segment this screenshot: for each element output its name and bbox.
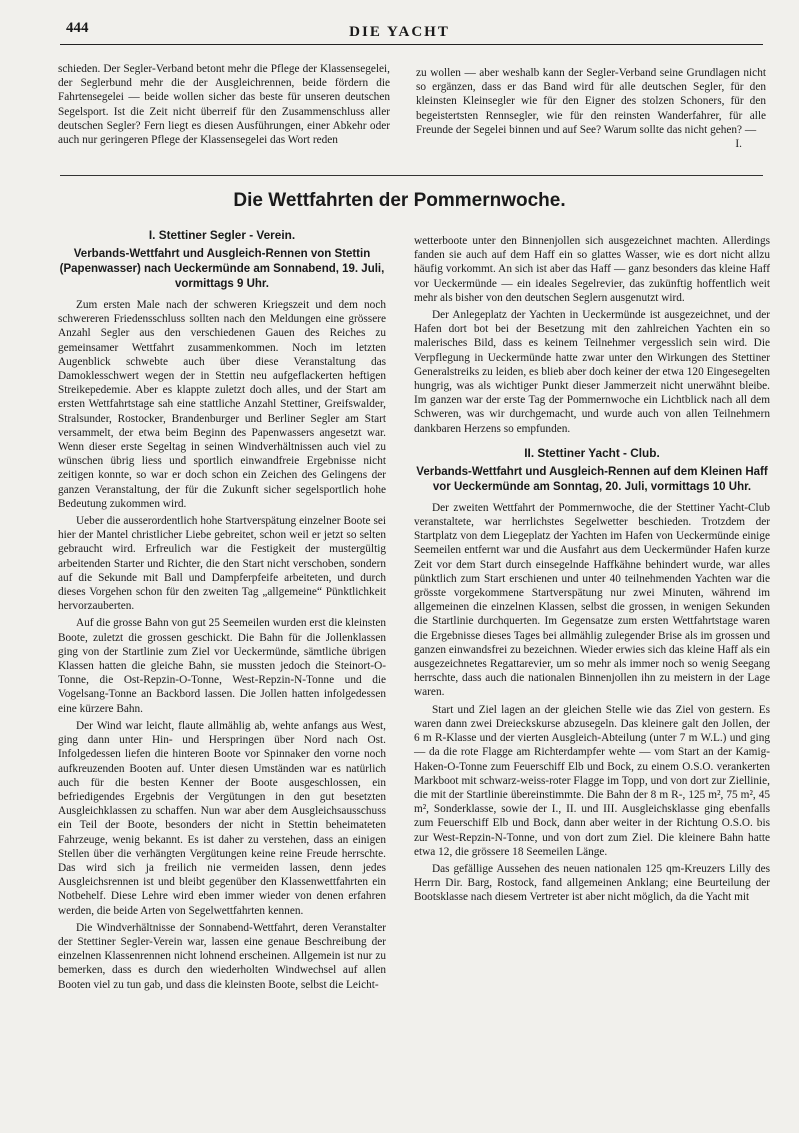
intro-right-column xyxy=(416,66,766,151)
section2-subheading: Verbands-Wettfahrt und Ausgleich-Rennen auf dem Kleinen Haff vor Ueckermünde am Sonntag, 20. Juli, vormittags 10 Uhr. xyxy=(416,465,768,493)
section1-paragraph: Zum ersten Male nach der schweren Kriegszeit und dem noch schwereren Friedensschluss sollten nach den Meldungen eine grössere Anzahl Segler aus den verschiedenen Gauen des Reiches zu gemeinsamer Wettfahrt zusammenkommen. Noch im letzten Augenblick schwebte auch über diese Veranstaltung das Damoklesschwert wegen der in Stettin neu aufgeflackerten heftigen Streikepedemie. Aber es klappte zuletzt doch alles, und der Start am ersten Wettfahrtstage sah eine stattliche Anzahl Stettiner, Greifswalder, Stralsunder, Rostocker, Brandenburger und Berliner Segler am Start versammelt, der etwa beim Beginn des Papenwassers angesetzt war. Wenn dieser erste Segeltag in seinen Windverhältnissen auch viel zu wünschen übrig liess und sportlich einwandfreie Ergebnisse nicht zeitigen konnte, so war er doch schon ein Zeichen des Gelingens der ganzen Veranstaltung, der für die Zukunft sicher segelsportlich hohe Bedeutung zukommen wird. xyxy=(58,299,386,510)
section1-paragraph: Ueber die ausserordentlich hohe Startverspätung einzelner Boote sei hier der Mantel christlicher Liebe gebreitet, schon weil er jetzt so selten gebraucht wird. Erfreulich war die Festigkeit der mustergültig arbeitenden Starter und Richter, die den Start nicht verschoben, sondern auf die Sekunde mit Ball und Dampferpfeife arbeiteten, und durch dieses Vorgehen schon für den zweiten Tag „allgemeine“ Pünktlichkeit hervorzauberten. xyxy=(58,515,386,613)
page-number: 444 xyxy=(66,20,89,36)
section2-heading: II. Stettiner Yacht - Club. xyxy=(524,445,660,460)
section2-paragraph: Start und Ziel lagen an der gleichen Stelle wie das Ziel von gestern. Es waren dann zwei Dreieckskurse abzusegeln. Das kleinere galt den Jollen, der 6 m R-Klasse und der vierten Ausgleich-Abteilung (unter 7 m W.L.) und ging — da die rote Flagge am Richterdampfer wehte — vom Start an der Kamig-Haken-O-Tonne zum Feuerschiff Elb und Bock, zu einem O.S.O. verankerten Markboot mit schwarz-weiss-roter Flagge im Topp, und von dort zur Ziellinie, die mit der Startlinie übereinstimmte. Die Bahn der 8 m R-, 125 m², 75 m², 45 m², Sonderklasse, sowie der I., II. und III. Ausgleichsklasse ging ebenfalls zum Feuerschiff Elb und Bock, dann aber weiter in der Richtung O.S.O. bis zur West-Repzin-N-Tonne, und von dort zum Ziel. Die kleinere Bahn hatte etwa 12, die grössere 18 Seemeilen Länge. xyxy=(414,703,770,858)
section1-heading: I. Stettiner Segler - Verein. xyxy=(148,228,296,242)
section1-continued-paragraph: wetterboote unter den Binnenjollen sich ausgezeichnet machten. Allerdings fanden sie auch auf dem Haff ein so glattes Wasser, wie es dort nicht allzu häufig vorkommt. An sich ist aber das Haff — ganz besonders das kleine Haff vor Ueckermünde — ein ideales Segelrevier, das zukünftig hoffentlich weit mehr als bisher von den deutschen Seglern ausgenutzt wird. xyxy=(414,235,770,304)
section1-paragraph: Die Windverhältnisse der Sonnabend-Wettfahrt, deren Veranstalter der Stettiner Segler-Verein war, lassen eine genaue Beschreibung der einzelnen Klassenrennen nicht lohnend erscheinen. Allgemein ist nur zu bemerken, dass es durch den wiederholten Windwechsel auf allen Booten viel zu tun gab, und dass die kleinsten Boote, selbst die Leicht- xyxy=(58,921,386,991)
section1-paragraph: Auf die grosse Bahn von gut 25 Seemeilen wurden erst die kleinsten Boote, zuletzt die grossen geschickt. Die Bahn für die Jollenklassen ging von der Startlinie zum Ziel vor Ueckermünde, sämtliche übrigen Klassen hatten die gleiche Bahn, sie mussten jedoch die Steinort-O-Tonne, die Ost-Repzin-O-Tonne, West-Repzin-N-Tonne und die Vogelsang-Tonne an Backbord lassen. Die Jollen hatten infolgedessen eine kürzere Bahn. xyxy=(58,617,386,715)
running-head: DIE YACHT xyxy=(349,24,450,40)
intro-right-text: zu wollen — aber weshalb kann der Segler-Verband seine Grundlagen nicht so ergänzen, dass er das Band wird für alle deutschen Segler, für den kleinsten Kleinsegler wie für den Eigner des stolzen Schoners, für den begeistertsten Rennsegler, wie für den reinsten Wanderfahrer, für alle Freunde der Segelei binnen und auf See? Warum sollte das nicht gehen? — xyxy=(416,67,766,136)
section-divider xyxy=(60,175,763,176)
intro-left-text: schieden. Der Segler-Verband betont mehr die Pflege der Klassensegelei, der Seglerbund mehr die der Ausgleichrennen, beide fördern die Fahrtensegelei — beide wollen sicher das beste für unseren deutschen Segelsport. Ist die Zeit nicht überreif für den Zusammenschluss aller deutschen Segler? Fern liegt es diesen Ausführungen, einer Abkehr oder auch nur geringeren Pflege der Klassensegelei das Wort reden xyxy=(58,63,390,147)
right-column xyxy=(414,234,770,905)
section1-paragraph: Der Wind war leicht, flaute allmählig ab, wehte anfangs aus West, ging dann unter Hin- und Herspringen über Nord nach Ost. Infolgedessen liefen die hinteren Boote vor Spinnaker den vorne noch aufkreuzenden Booten auf. Unter diesen Umständen war es natürlich auch für die besten Kenner der Boote ausgeschlossen, ein befriedigendes Ergebnis der Vergütungen in den gut besetzten Ausgleichklassen zu schaffen. Nun war aber dem Ausgleichsausschuss ein Teil der Boote, besonders der nicht in Stettin beheimateten Fahrzeuge, wenig bekannt. Es ist daher zu verstehen, dass an einigen Stellen über die verhängten Vergütungen keine reine Freude herrschte. Das wird sich ja freilich nie vermeiden lassen, denn jedes Ausgleichsrennen ist und bleibt gegenüber den Klassenwettfahrten ein Notbehelf. Diese Lehre wird eben immer wieder von denen erfahren werden, die beide Arten von Segelwettfahrten kennen. xyxy=(58,719,386,917)
intro-signature: I. xyxy=(735,138,742,151)
left-column xyxy=(58,228,386,992)
intro-left-column xyxy=(58,62,390,147)
section1-continued-paragraph: Der Anlegeplatz der Yachten in Ueckermünde ist ausgezeichnet, und der Hafen dort bot bei der Besetzung mit den zahlreichen Yachten ein so malerisches Bild, dass es keinem Teilnehmer vergesslich sein wird. Die Verpflegung in Ueckermünde hatte zwar unter den Wirkungen des Stettiner Generalstreiks zu leiden, es blieb aber doch keiner der etwa 120 Eingesegelten hungrig, was als wichtiger Punkt dieser Jammerzeit nicht unerwähnt bleibe. Im ganzen war der erste Tag der Pommernwoche ein Lichtblick nach all dem Schweren, was wir durchgemacht, und wurde auch von allen Teilnehmern dankbaren Herzens so empfunden. xyxy=(414,309,770,435)
article-title: Die Wettfahrten der Pommernwoche. xyxy=(233,190,566,211)
header-rule xyxy=(60,44,763,45)
section2-paragraph: Der zweiten Wettfahrt der Pommernwoche, die der Stettiner Yacht-Club veranstaltete, war herrlichstes Segelwetter beschieden. Trotzdem der Startplatz von dem Liegeplatz der Yachten im Hafen von Ueckermünde einige Seemeilen entfernt war und die Ausfahrt aus dem Ueckermünder Hafen kurze Zeit vor dem Start durch einsegelnde Haffkähne behindert wurde, war alles pünktlich zum Start erschienen und unter 40 teilnehmenden Yachten war die grösste vorgekommene Startverspätung nur zwei Minuten, während im allgemeinen die einzelnen Klassen, selbst die grossen, in wenigen Sekunden die Startlinie durchquerten. Im Gegensatze zum ersten Wettfahrtstage waren die Ergebnisse dieses Tages bei allmählig zulegender Brise als im grossen und ganzen einwandsfrei zu bezeichnen. Wieder erwies sich das kleine Haff als ein ausgezeichnetes Regattarevier, um so mehr als immer noch so wenig Seegang herrschte, dass auch die nationalen Binnenjollen ihn zu meistern in der Lage waren. xyxy=(414,501,770,699)
section1-subheading: Verbands-Wettfahrt und Ausgleich-Rennen von Stettin (Papenwasser) nach Ueckermünde am Sonnabend, 19. Juli, vormittags 9 Uhr. xyxy=(59,248,385,290)
section2-paragraph: Das gefällige Aussehen des neuen nationalen 125 qm-Kreuzers Lilly des Herrn Dir. Barg, Rostock, fand allgemeinen Anklang; eine Beurteilung der Bootsklasse nach diesem Vertreter ist aber nicht möglich, da die Yacht mit xyxy=(414,862,770,904)
